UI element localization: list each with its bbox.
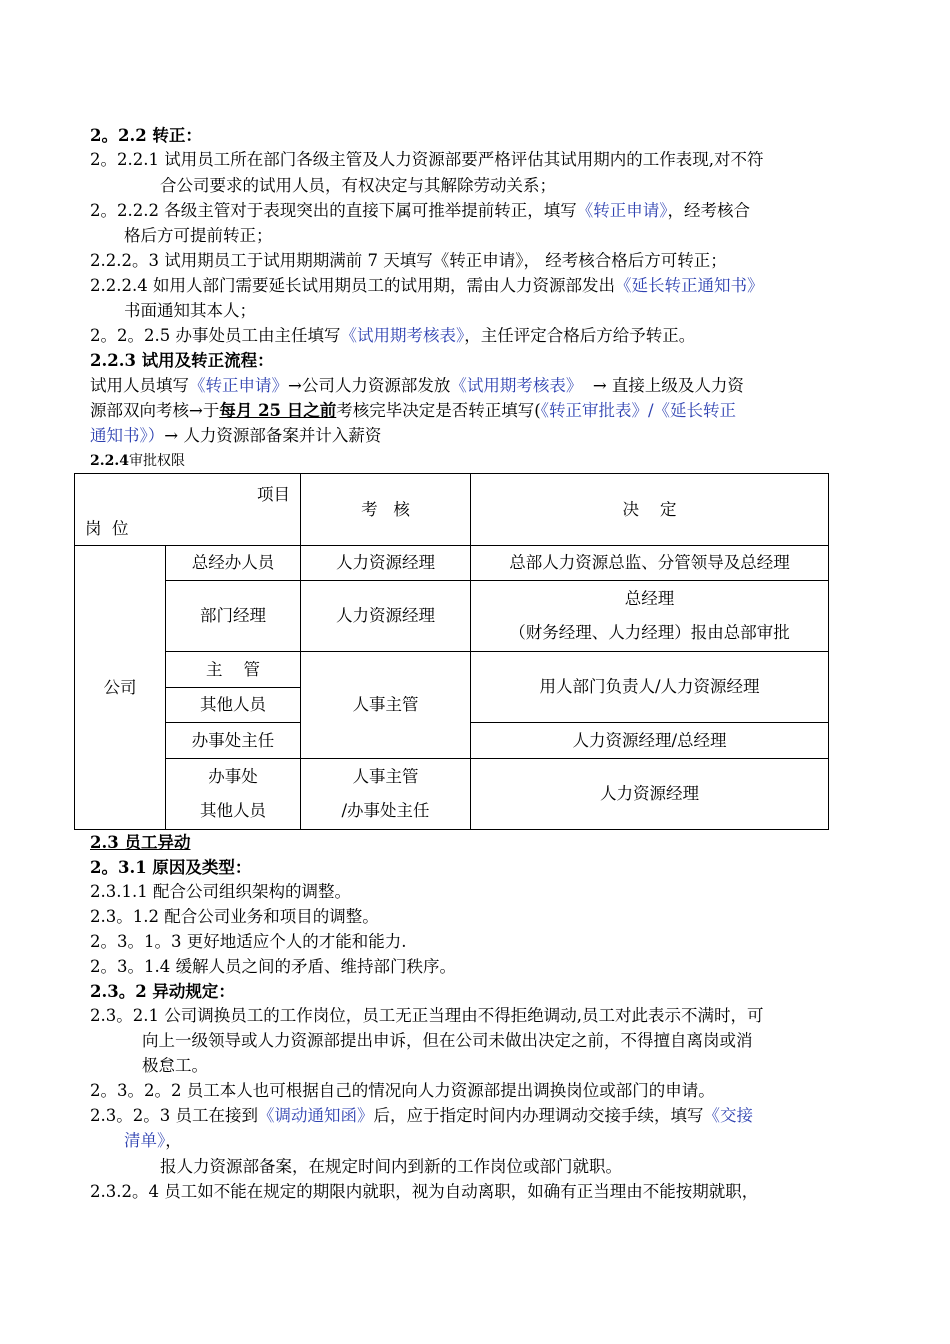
form-ref-jiaojie-qingdan-2: 清单》 bbox=[124, 1131, 166, 1150]
header-check: 考 核 bbox=[301, 474, 471, 546]
item-2-2-2-5-text: 2。2。2.5 办事处员工由主任填写 bbox=[90, 326, 341, 345]
item-2-3-1-2: 2.3。1.2 配合公司业务和项目的调整。 bbox=[90, 907, 379, 926]
item-2-3-2-1-line1: 2.3。2.1 公司调换员工的工作岗位，员工无正当理由不得拒绝调动,员工对此表示不满时，可 bbox=[90, 1006, 764, 1025]
flow-deadline: 每月 25 日之前 bbox=[219, 401, 337, 420]
flow-line1 bbox=[90, 374, 744, 398]
check-line2: /办事处主任 bbox=[341, 801, 430, 820]
table-row-pos bbox=[166, 759, 301, 830]
item-2-3-1-3: 2。3。1。3 更好地适应个人的才能和能力. bbox=[90, 932, 407, 951]
flow-text-1: 试用人员填写 bbox=[90, 376, 189, 395]
flow-form-4: 通知书》） bbox=[90, 426, 165, 445]
item-2-2-2-2-text: 2。2.2.2 各级主管对于表现突出的直接下属可推举提前转正，填写 bbox=[90, 201, 577, 220]
flow-form-2: 《试用期考核表》 bbox=[450, 376, 583, 395]
section-2-3-heading: 2.3 员工异动 bbox=[90, 833, 191, 852]
form-ref-jiaojie-qingdan-1: 《交接 bbox=[703, 1106, 753, 1125]
item-2-2-2-1-line2: 合公司要求的试用人员，有权决定与其解除劳动关系； bbox=[160, 176, 556, 195]
table-row-check: 人事主管 bbox=[301, 652, 471, 759]
table-row-decide: 人力资源经理 bbox=[471, 759, 829, 830]
item-2-3-1-1: 2.3.1.1 配合公司组织架构的调整。 bbox=[90, 882, 351, 901]
company-cell: 公司 bbox=[75, 546, 166, 830]
item-2-2-2-2-tail: ，经考核合 bbox=[667, 201, 750, 220]
flow-form-3: 《转正审批表》/《延长转正 bbox=[540, 401, 737, 420]
section-2-2-2-heading: 2。2.2 转正： bbox=[90, 126, 202, 145]
section-2-2-4-num: 2.2.4 bbox=[90, 453, 129, 469]
table-row-decide: 用人部门负责人/人力资源经理 bbox=[471, 652, 829, 723]
item-2-3-2-4: 2.3.2。4 员工如不能在规定的期限内就职，视为自动离职，如确有正当理由不能按期就职， bbox=[90, 1182, 759, 1201]
flow-text-3: → 直接上级及人力资 bbox=[582, 376, 744, 395]
table-row-check: 人力资源经理 bbox=[301, 546, 471, 581]
section-2-2-4-title: 审批权限 bbox=[128, 453, 185, 469]
flow-text-2: →公司人力资源部发放 bbox=[288, 376, 451, 395]
section-2-2-3-heading: 2.2.3 试用及转正流程： bbox=[90, 351, 274, 370]
flow-text-6: → 人力资源部备案并计入薪资 bbox=[164, 426, 382, 445]
section-2-3-1-heading: 2。3.1 原因及类型： bbox=[90, 858, 252, 877]
form-ref-zhuanzheng-shenqing: 《转正申请》 bbox=[576, 201, 668, 220]
item-2-2-2-4-line2: 书面通知其本人； bbox=[124, 301, 256, 320]
header-item-label: 项目 bbox=[257, 484, 290, 504]
decide-line2: （财务经理、人力经理）报由总部审批 bbox=[509, 623, 790, 642]
item-2-2-2-1-line1: 2。2.2.1 试用员工所在部门各级主管及人力资源部要严格评估其试用期内的工作表现,对不符 bbox=[90, 150, 764, 169]
item-2-3-2-3-line3: 报人力资源部备案，在规定时间内到新的工作岗位或部门就职。 bbox=[160, 1157, 622, 1176]
item-2-3-2-3-line2 bbox=[124, 1129, 182, 1153]
table-row-decide: 人力资源经理/总经理 bbox=[471, 723, 829, 759]
header-decide: 决 定 bbox=[471, 474, 829, 546]
pos-line2: 其他人员 bbox=[200, 801, 266, 820]
table-row-decide bbox=[471, 581, 829, 652]
check-line1: 人事主管 bbox=[352, 767, 419, 786]
item-2-3-1-4: 2。3。1.4 缓解人员之间的矛盾、维持部门秩序。 bbox=[90, 957, 456, 976]
form-ref-diaodong-tongzhihan: 《调动通知函》 bbox=[257, 1106, 374, 1125]
flow-text-5: 考核完毕决定是否转正填写( bbox=[336, 401, 541, 420]
item-2-3-2-3-text: 2.3。2。3 员工在接到 bbox=[90, 1106, 258, 1125]
item-2-2-2-5-tail: ，主任评定合格后方给予转正。 bbox=[464, 326, 696, 345]
header-diagonal-cell bbox=[75, 474, 301, 546]
table-row-pos: 总经办人员 bbox=[166, 546, 301, 581]
header-position-label: 岗 位 bbox=[85, 518, 129, 538]
table-row-pos: 其他人员 bbox=[166, 688, 301, 723]
item-2-2-2-4-line1 bbox=[90, 274, 763, 298]
flow-text-4: 源部双向考核→于 bbox=[90, 401, 220, 420]
item-2-2-2-2-line2: 格后方可提前转正； bbox=[124, 226, 273, 245]
table-row-pos: 部门经理 bbox=[166, 581, 301, 652]
item-2-3-2-1-line3: 极怠工。 bbox=[142, 1056, 208, 1075]
item-2-2-2-5 bbox=[90, 324, 695, 348]
section-2-2-4-heading bbox=[90, 448, 185, 473]
pos-line1: 办事处 bbox=[208, 767, 258, 786]
flow-line3 bbox=[90, 424, 381, 448]
item-2-3-2-3-comma: ， bbox=[165, 1131, 182, 1150]
form-ref-yanchang-tongzhishu: 《延长转正通知书》 bbox=[614, 276, 764, 295]
item-2-2-2-3: 2.2.2。3 试用期员工于试用期期满前 7 天填写《转正申请》， 经考核合格后方可转正； bbox=[90, 251, 727, 270]
table-row-pos: 主 管 bbox=[166, 652, 301, 688]
flow-line2 bbox=[90, 399, 736, 423]
table-row-pos: 办事处主任 bbox=[166, 723, 301, 759]
table-row-check bbox=[301, 759, 471, 830]
approval-authority-table bbox=[74, 473, 829, 830]
item-2-3-2-2: 2。3。2。2 员工本人也可根据自己的情况向人力资源部提出调换岗位或部门的申请。 bbox=[90, 1081, 715, 1100]
item-2-3-2-1-line2: 向上一级领导或人力资源部提出申诉，但在公司未做出决定之前，不得擅自离岗或消 bbox=[142, 1031, 753, 1050]
decide-line1: 总经理 bbox=[624, 589, 675, 608]
item-2-2-2-2-line1 bbox=[90, 199, 750, 223]
table-row-check: 人力资源经理 bbox=[301, 581, 471, 652]
item-2-3-2-3-mid: 后，应于指定时间内办理调动交接手续，填写 bbox=[373, 1106, 704, 1125]
flow-form-1: 《转正申请》 bbox=[189, 376, 288, 395]
form-ref-shiyongqi-kaohebiao: 《试用期考核表》 bbox=[340, 326, 465, 345]
section-2-3-2-heading: 2.3。2 异动规定： bbox=[90, 982, 235, 1001]
item-2-2-2-4-text: 2.2.2.4 如用人部门需要延长试用期员工的试用期，需由人力资源部发出 bbox=[90, 276, 615, 295]
table-row-decide: 总部人力资源总监、分管领导及总经理 bbox=[471, 546, 829, 581]
item-2-3-2-3-line1 bbox=[90, 1104, 753, 1128]
